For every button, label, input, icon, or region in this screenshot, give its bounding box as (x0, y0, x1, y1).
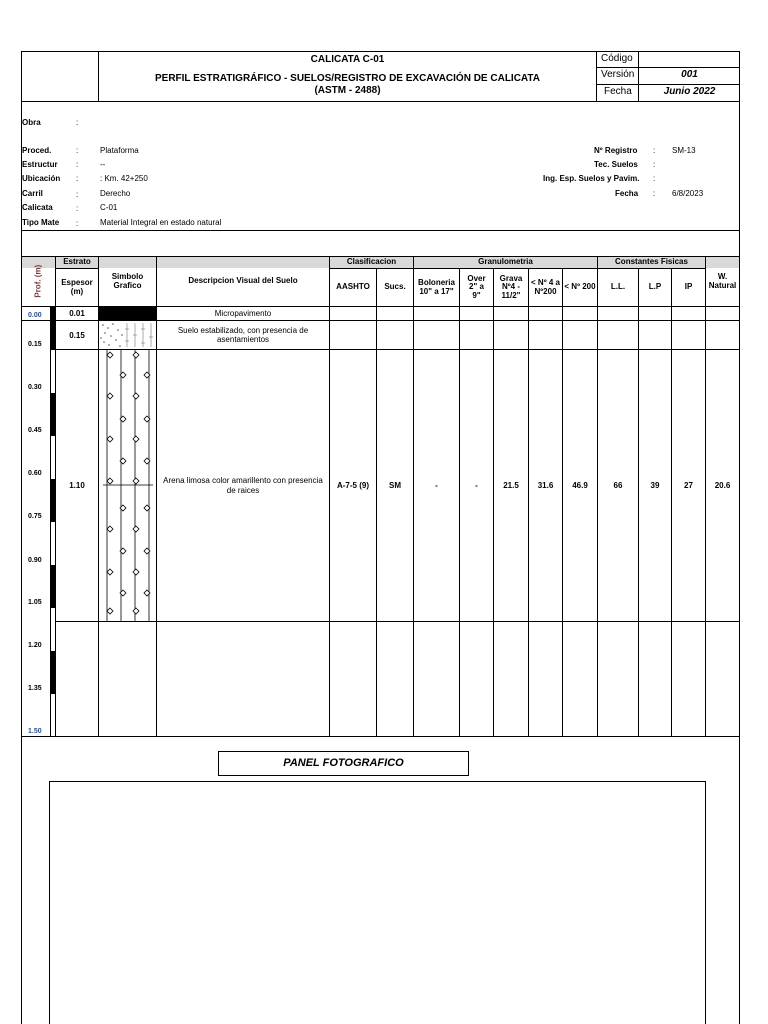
table-bottom-line (21, 736, 739, 737)
codigo-label: Código (601, 53, 633, 64)
calicata-label: Calicata (22, 203, 53, 212)
carril-value: Derecho (100, 189, 131, 198)
depth-label: 1.20 (28, 642, 42, 649)
tipo-label: Tipo Mate (22, 218, 60, 227)
row1-descripcion: Micropavimento (214, 309, 272, 318)
n4-header: < Nº 4 a Nº200 (531, 278, 560, 296)
header-divider-codes (638, 51, 639, 101)
row3-descripcion: Arena limosa color amarillento con presencia de raices (163, 476, 323, 495)
depth-label: 1.05 (28, 599, 42, 606)
frame-top (21, 51, 739, 52)
micropavimento-symbol (99, 307, 156, 320)
ubicacion-value: : Km. 42+250 (100, 174, 148, 183)
header-row-line-2 (596, 84, 739, 85)
row3-ll: 66 (613, 481, 623, 490)
fecha-info-value: 6/8/2023 (672, 189, 704, 198)
info-bottom-line (21, 230, 739, 231)
header-row-line-1 (596, 67, 739, 68)
calicata-value: C-01 (100, 203, 118, 212)
ll-header: L.L. (610, 282, 626, 292)
row3-n4: 31.6 (537, 481, 554, 490)
registro-colon: : (653, 146, 656, 155)
row3-grava: 21.5 (503, 481, 519, 490)
fecha-info-colon: : (653, 189, 656, 198)
espesor-header: Espesor (m) (61, 278, 93, 296)
row2-espesor: 0.15 (69, 330, 85, 340)
tipo-value: Material Integral en estado natural (100, 218, 222, 227)
estructura-label: Estructur (22, 160, 58, 169)
sucs-header: Sucs. (384, 282, 406, 292)
tipo-colon: : (76, 219, 79, 228)
wn-header: W. Natural (708, 272, 737, 290)
document-title: CALICATA C-01 (310, 54, 385, 65)
n200-header: < Nº 200 (564, 282, 596, 292)
row3-n200: 46.9 (572, 481, 588, 490)
registro-value: SM-13 (672, 146, 696, 155)
row-line-3 (55, 621, 739, 622)
lp-header: L.P (648, 282, 662, 292)
calicata-colon: : (76, 204, 79, 213)
row3-boloneria: - (435, 481, 438, 490)
ing-colon: : (653, 174, 656, 183)
tec-label: Tec. Suelos (594, 160, 638, 169)
proced-value: Plataforma (100, 146, 139, 155)
document-standard: (ASTM - 2488) (314, 85, 381, 96)
depth-label: 0.00 (28, 312, 42, 319)
header-divider-right (596, 51, 597, 101)
clasificacion-header: Clasificacion (346, 257, 397, 267)
row3-aashto: A-7-5 (9) (336, 481, 369, 490)
proced-label: Proced. (22, 146, 52, 155)
row3-sucs: SM (389, 481, 401, 490)
prof-header: Prof. (m) (33, 265, 43, 298)
depth-label: 0.90 (28, 557, 42, 564)
ubicacion-label: Ubicación (22, 174, 61, 183)
photo-area (49, 781, 706, 1024)
depth-label: 0.60 (28, 470, 42, 477)
boloneria-header: Boloneria 10" a 17" (418, 278, 455, 296)
depth-label: 0.15 (28, 341, 42, 348)
row3-ip: 27 (684, 481, 693, 490)
obra-label: Obra (22, 118, 41, 127)
carril-label: Carril (22, 189, 43, 198)
stabilized-soil-symbol (99, 321, 156, 349)
row3-over: - (475, 481, 478, 490)
version-label: Versión (601, 69, 635, 80)
carril-colon: : (76, 190, 79, 199)
estructura-value: -- (100, 160, 106, 169)
tec-colon: : (653, 160, 656, 169)
row1-espesor: 0.01 (69, 309, 85, 318)
estructura-colon: : (76, 160, 79, 169)
document-subtitle: PERFIL ESTRATIGRÁFICO - SUELOS/REGISTRO DE EXCAVACIÓN DE CALICATA (154, 73, 540, 84)
depth-label: 0.30 (28, 384, 42, 391)
over-header: Over 2" a 9" (467, 273, 486, 300)
estrato-header: Estrato (63, 257, 91, 267)
descripcion-header: Descripcion Visual del Suelo (188, 276, 298, 286)
depth-scale-bar (50, 307, 55, 736)
ing-label: Ing. Esp. Suelos y Pavim. (543, 174, 640, 183)
depth-label: 1.50 (28, 728, 42, 735)
silty-sand-symbol (99, 350, 156, 621)
row3-espesor: 1.10 (69, 481, 85, 490)
version-value: 001 (681, 69, 698, 80)
constantes-header: Constantes Fisicas (615, 257, 688, 267)
row2-descripcion: Suelo estabilizado, con presencia de asentamientos (177, 325, 309, 344)
registro-label: Nº Registro (594, 146, 638, 155)
grava-header: Grava Nº4 - 11/2" (499, 273, 523, 300)
ip-header: IP (684, 282, 693, 292)
aashto-header: AASHTO (336, 282, 370, 292)
obra-colon: : (76, 118, 79, 127)
header-bottom-line (21, 101, 739, 102)
panel-title: PANEL FOTOGRAFICO (218, 751, 469, 776)
granulometria-header: Granulometria (478, 257, 533, 267)
fecha-info-label: Fecha (615, 189, 639, 198)
row3-lp: 39 (650, 481, 660, 490)
simbolo-header: Simbolo Grafico (111, 272, 144, 290)
proced-colon: : (76, 146, 79, 155)
row3-wn: 20.6 (714, 481, 731, 490)
fecha-header-value: Junio 2022 (663, 86, 716, 97)
frame-right (739, 51, 740, 1024)
ubicacion-colon: : (76, 174, 79, 183)
depth-label: 0.45 (28, 427, 42, 434)
depth-label: 0.75 (28, 513, 42, 520)
fecha-header-label: Fecha (604, 86, 632, 97)
depth-label: 1.35 (28, 685, 42, 692)
